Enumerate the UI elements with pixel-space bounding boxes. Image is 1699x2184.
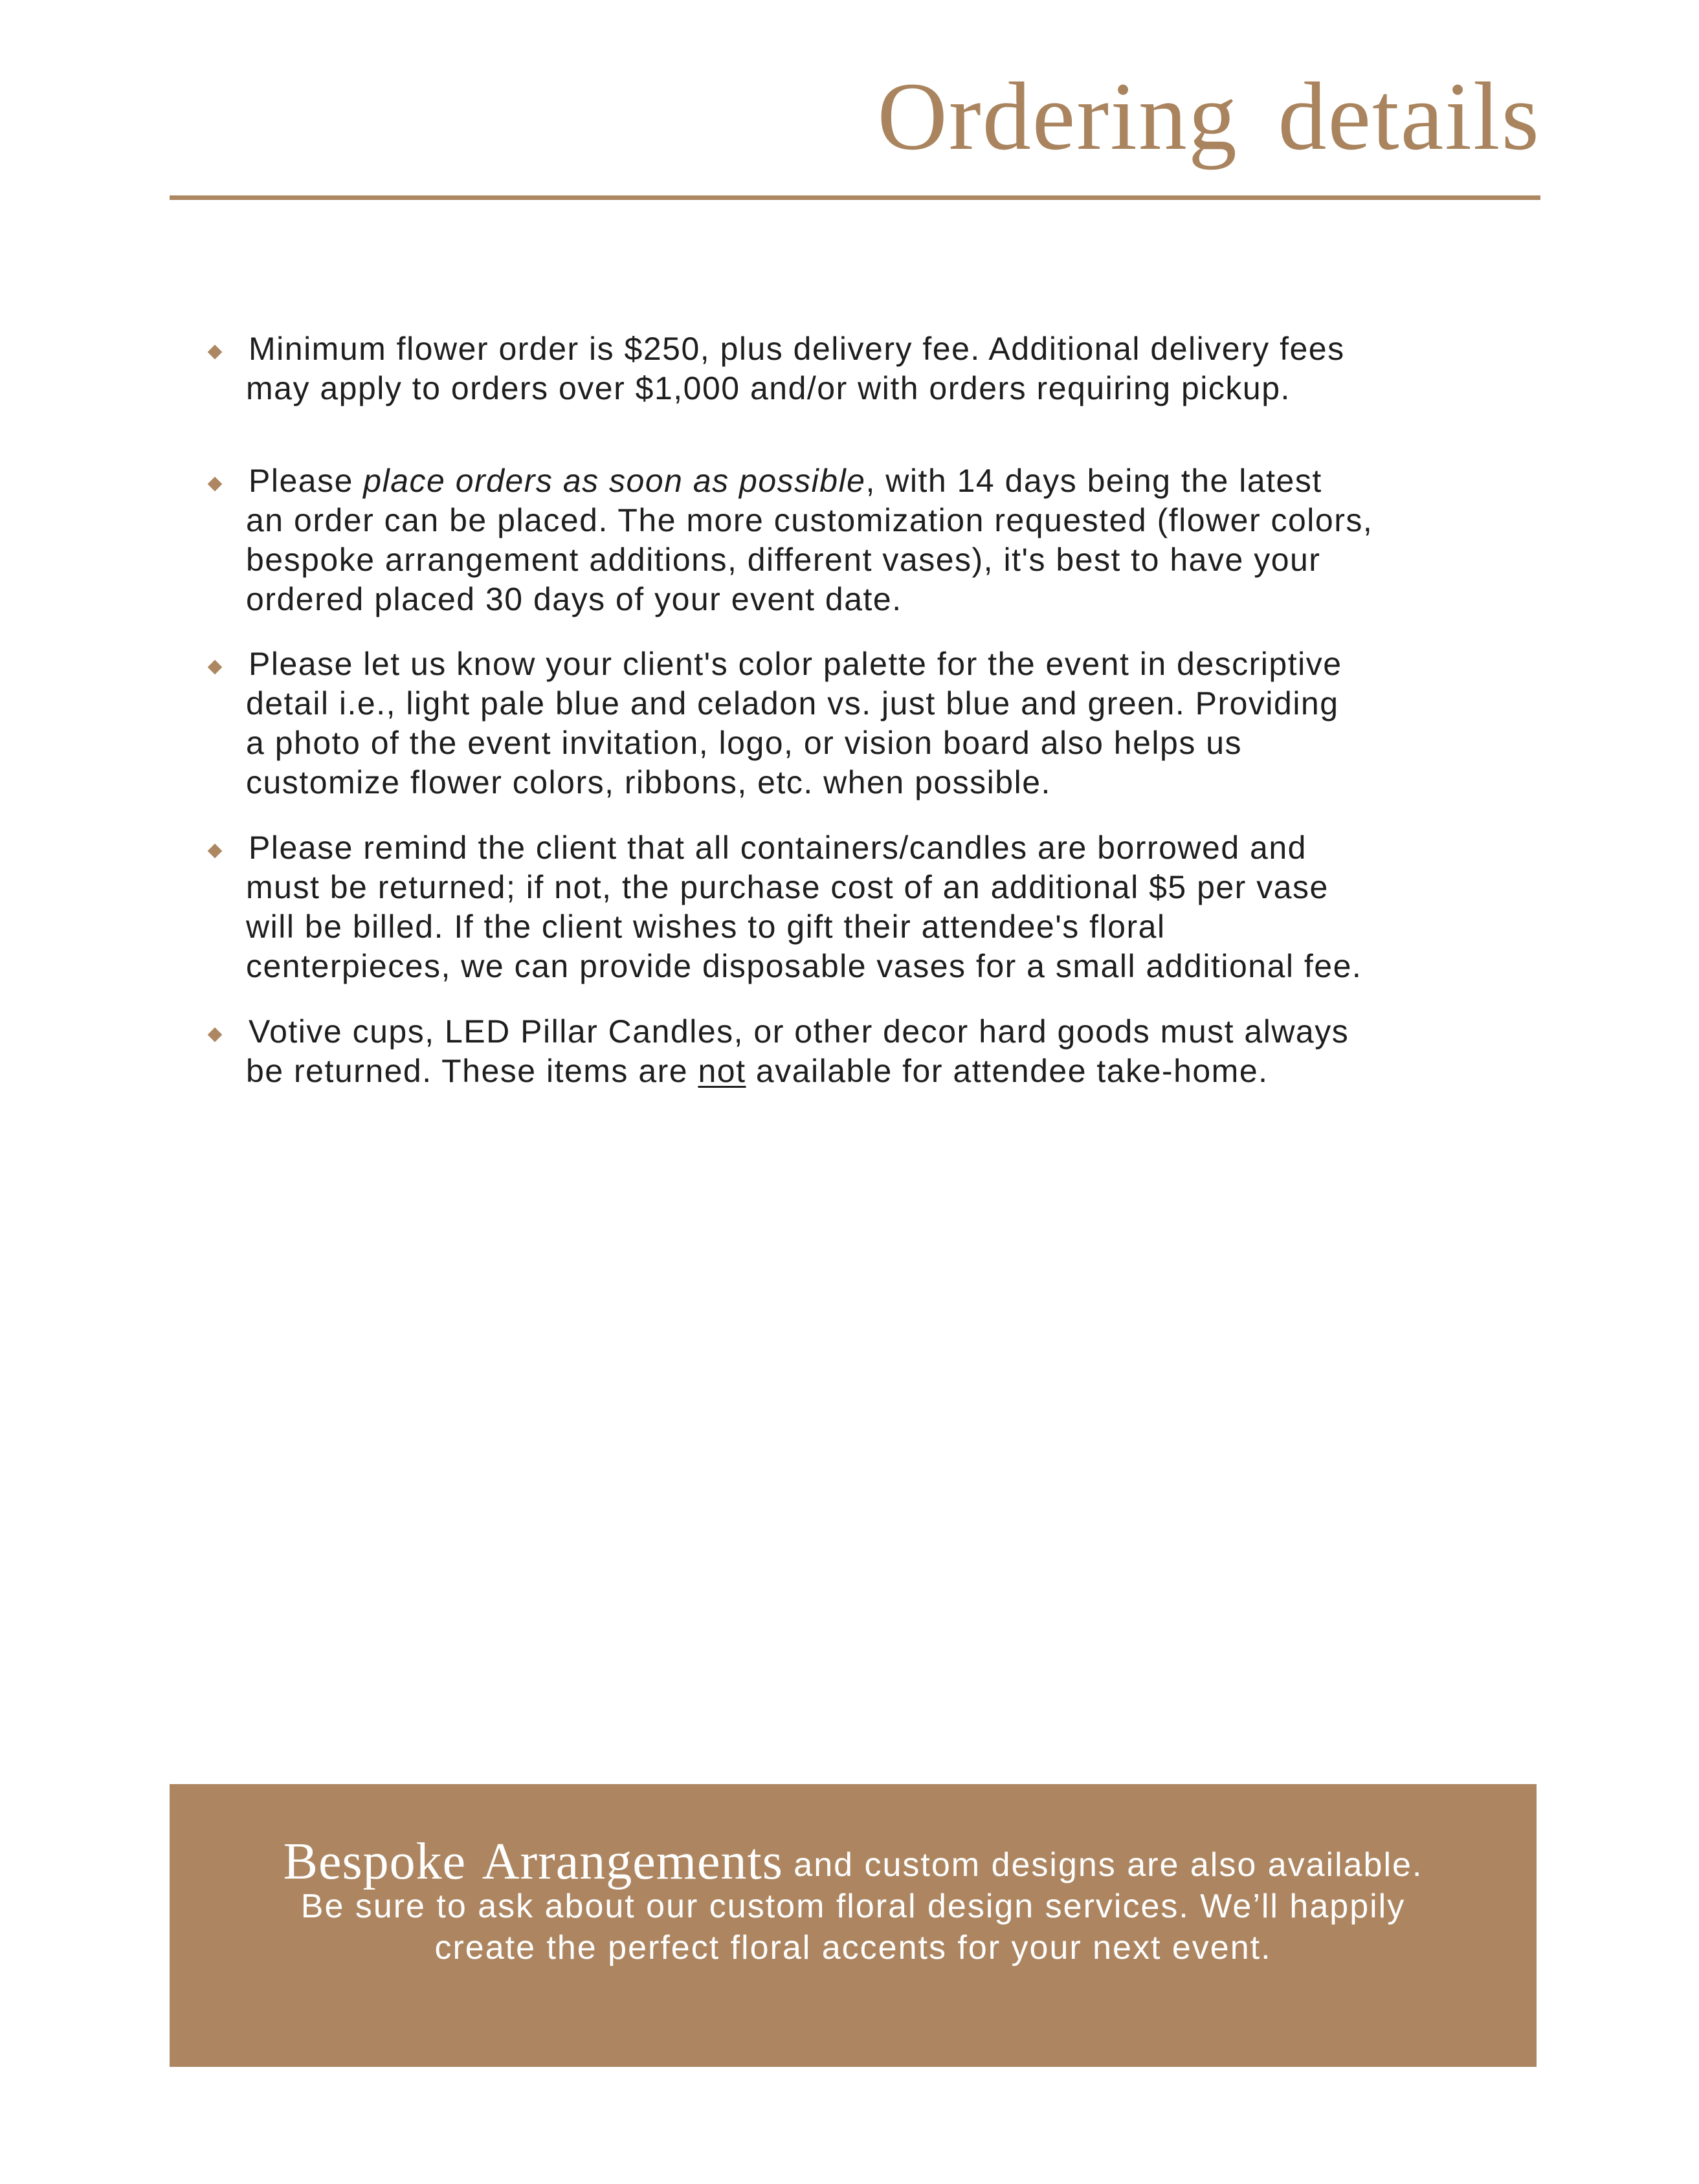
page-title: Ordering details [877,63,1540,170]
list-item-text: Please remind the client that all containers/candles are borrowed and must be returned; if not, the purchase cost of an additional $5 per vase will be billed. If the client wishes to gift their attendee's floral centerpieces, we can provide disposable vases for a small additional fee. [246,830,1362,984]
title-divider [170,195,1540,200]
list-item-text: Please let us know your client's color palette for the event in descriptive detail i.e., light pale blue and celadon vs. just blue and green. Providing a photo of the event invitation, logo, or vision board also helps us customize flower colors, ribbons, etc. when possible. [246,646,1342,800]
emphasis-text: place orders as soon as possible [363,463,866,499]
footer-text: Bespoke Arrangements and custom designs are also available. Be sure to ask about our custom floral design services. We’ll happily create the perfect floral accents for your next event. [283,1833,1423,1967]
list-item-text: Please place orders as soon as possible, with 14 days being the latest an order can be placed. The more customization requested (flower colors, bespoke arrangement additions, different vases), it's best to have your ordered placed 30 days of your event date. [246,463,1373,617]
diamond-bullet-icon [208,477,223,492]
list-item-text: Minimum flower order is $250, plus delivery fee. Additional delivery fees may apply to orders over $1,000 and/or with orders requiring pickup. [246,331,1345,406]
list-item-text: Votive cups, LED Pillar Candles, or other decor hard goods must always be returned. These items are not available for attendee take-home. [246,1013,1349,1089]
diamond-bullet-icon [208,844,223,859]
diamond-bullet-icon [208,345,223,360]
diamond-bullet-icon [208,660,223,675]
brand-name: Bespoke Arrangements [283,1833,783,1890]
diamond-bullet-icon [208,1028,223,1042]
underlined-not: not [698,1053,746,1089]
footer-banner [170,1784,1537,2067]
